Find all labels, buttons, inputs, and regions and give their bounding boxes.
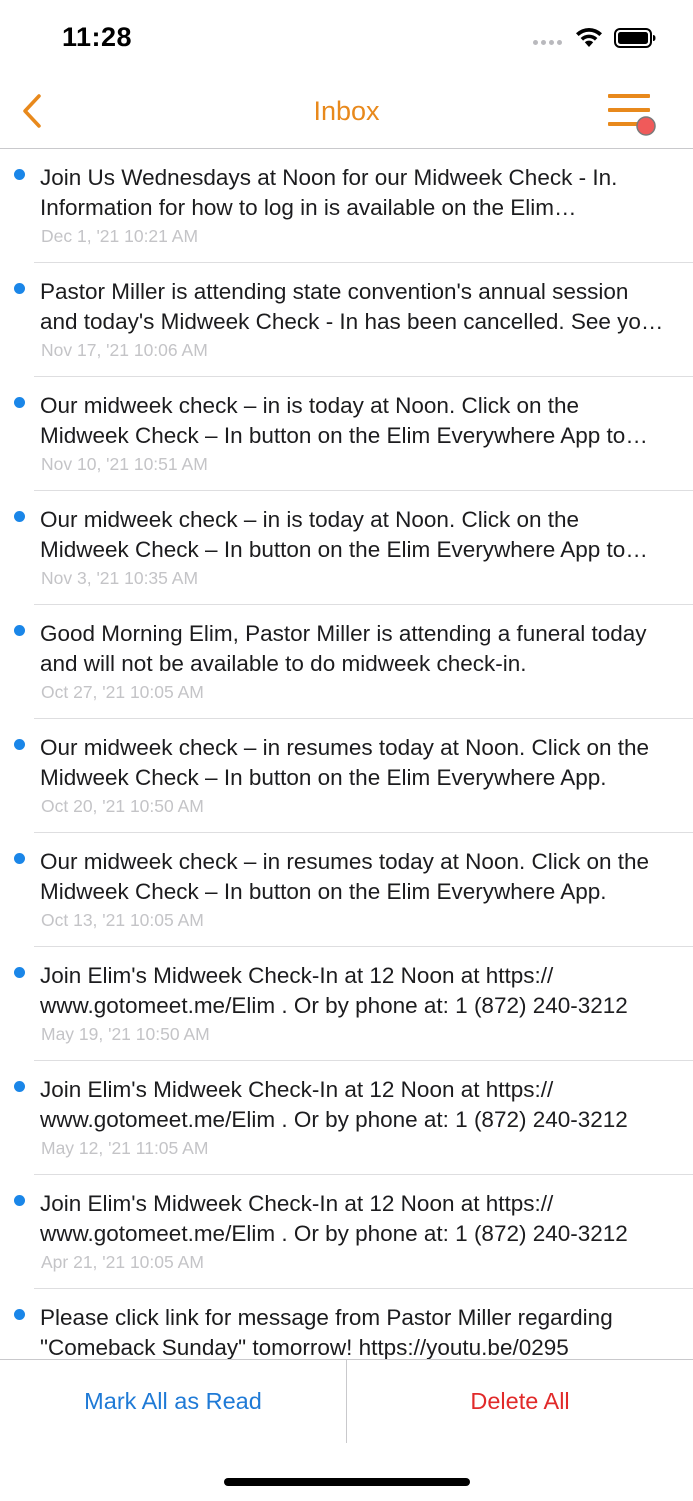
navigation-bar — [0, 78, 693, 149]
menu-button[interactable] — [604, 92, 660, 140]
message-text: Our midweek check – in is today at Noon. Click on the Midweek Check – In button on the Elim Everywhere App to — [40, 393, 626, 448]
unread-dot-icon — [14, 511, 25, 522]
unread-dot-icon — [14, 283, 25, 294]
unread-dot-icon — [14, 1195, 25, 1206]
message-text: Pastor Miller is attending state convention's annual session and today's Midweek Check - In has been cancelled. See you — [40, 279, 654, 334]
unread-dot-icon — [14, 1081, 25, 1092]
unread-dot-icon — [14, 625, 25, 636]
home-indicator[interactable] — [224, 1478, 470, 1486]
unread-dot-icon — [14, 1309, 25, 1320]
message-row[interactable] — [34, 377, 693, 491]
cellular-signal-icon — [533, 40, 562, 45]
message-date: Nov 3, '21 10:35 AM — [41, 568, 199, 588]
unread-dot-icon — [14, 739, 25, 750]
bottom-toolbar — [0, 1359, 693, 1501]
message-text: Join Elim's Midweek Check-In at 12 Noon at https:// www.gotomeet.me/Elim . Or by phone at: 1 (872) 240-3212 — [40, 1191, 628, 1246]
status-time: 11:28 — [62, 22, 133, 52]
message-text: Our midweek check – in resumes today at Noon. Click on the Midweek Check – In button on the Elim Everywhere App. — [40, 849, 650, 904]
delete-all-button[interactable]: Delete All — [470, 1388, 570, 1414]
message-date: Dec 1, '21 10:21 AM — [41, 226, 199, 246]
message-list[interactable] — [0, 149, 693, 1359]
message-text: Join Elim's Midweek Check-In at 12 Noon at https:// www.gotomeet.me/Elim . Or by phone at: 1 (872) 240-3212 — [40, 963, 628, 1018]
unread-dot-icon — [14, 397, 25, 408]
message-date: Nov 10, '21 10:51 AM — [41, 454, 208, 474]
message-date: May 12, '21 11:05 AM — [41, 1138, 209, 1158]
message-row[interactable] — [34, 263, 693, 377]
message-date: May 19, '21 10:50 AM — [41, 1024, 210, 1044]
message-date: Oct 13, '21 10:05 AM — [41, 910, 204, 930]
status-bar — [0, 0, 693, 78]
unread-dot-icon — [14, 853, 25, 864]
message-text: Join Us Wednesdays at Noon for our Midweek Check - In. Information for how to log in is available on the Elim — [40, 165, 618, 220]
message-row[interactable] — [34, 719, 693, 833]
message-row[interactable] — [34, 1061, 693, 1175]
message-text: Our midweek check – in resumes today at Noon. Click on the Midweek Check – In button on the Elim Everywhere App. — [40, 735, 650, 790]
message-text: Join Elim's Midweek Check-In at 12 Noon at https:// www.gotomeet.me/Elim . Or by phone at: 1 (872) 240-3212 — [40, 1077, 628, 1132]
message-text: Please click link for message from Pastor Miller regarding "Comeback Sunday" tomorrow! https://youtu.be/0295 — [40, 1305, 613, 1359]
message-row[interactable] — [34, 491, 693, 605]
message-text: Good Morning Elim, Pastor Miller is attending a funeral today and will not be available to do midweek check-in. — [40, 621, 647, 676]
message-row[interactable] — [34, 833, 693, 947]
message-row[interactable] — [34, 947, 693, 1061]
message-row[interactable] — [34, 605, 693, 719]
wifi-icon — [574, 26, 604, 48]
message-date: Oct 27, '21 10:05 AM — [41, 682, 204, 702]
message-date: Apr 21, '21 10:05 AM — [41, 1252, 204, 1272]
menu-icon — [604, 92, 660, 140]
unread-dot-icon — [14, 169, 25, 180]
battery-icon — [614, 28, 656, 48]
mark-all-read-button[interactable]: Mark All as Read — [84, 1388, 262, 1414]
message-row[interactable] — [34, 1175, 693, 1289]
message-row[interactable] — [34, 149, 693, 263]
message-text: Our midweek check – in is today at Noon. Click on the Midweek Check – In button on the Elim Everywhere App to — [40, 507, 626, 562]
message-date: Nov 17, '21 10:06 AM — [41, 340, 208, 360]
message-row[interactable] — [34, 1289, 693, 1359]
message-date: Oct 20, '21 10:50 AM — [41, 796, 204, 816]
unread-dot-icon — [14, 967, 25, 978]
page-title: Inbox — [313, 96, 380, 126]
